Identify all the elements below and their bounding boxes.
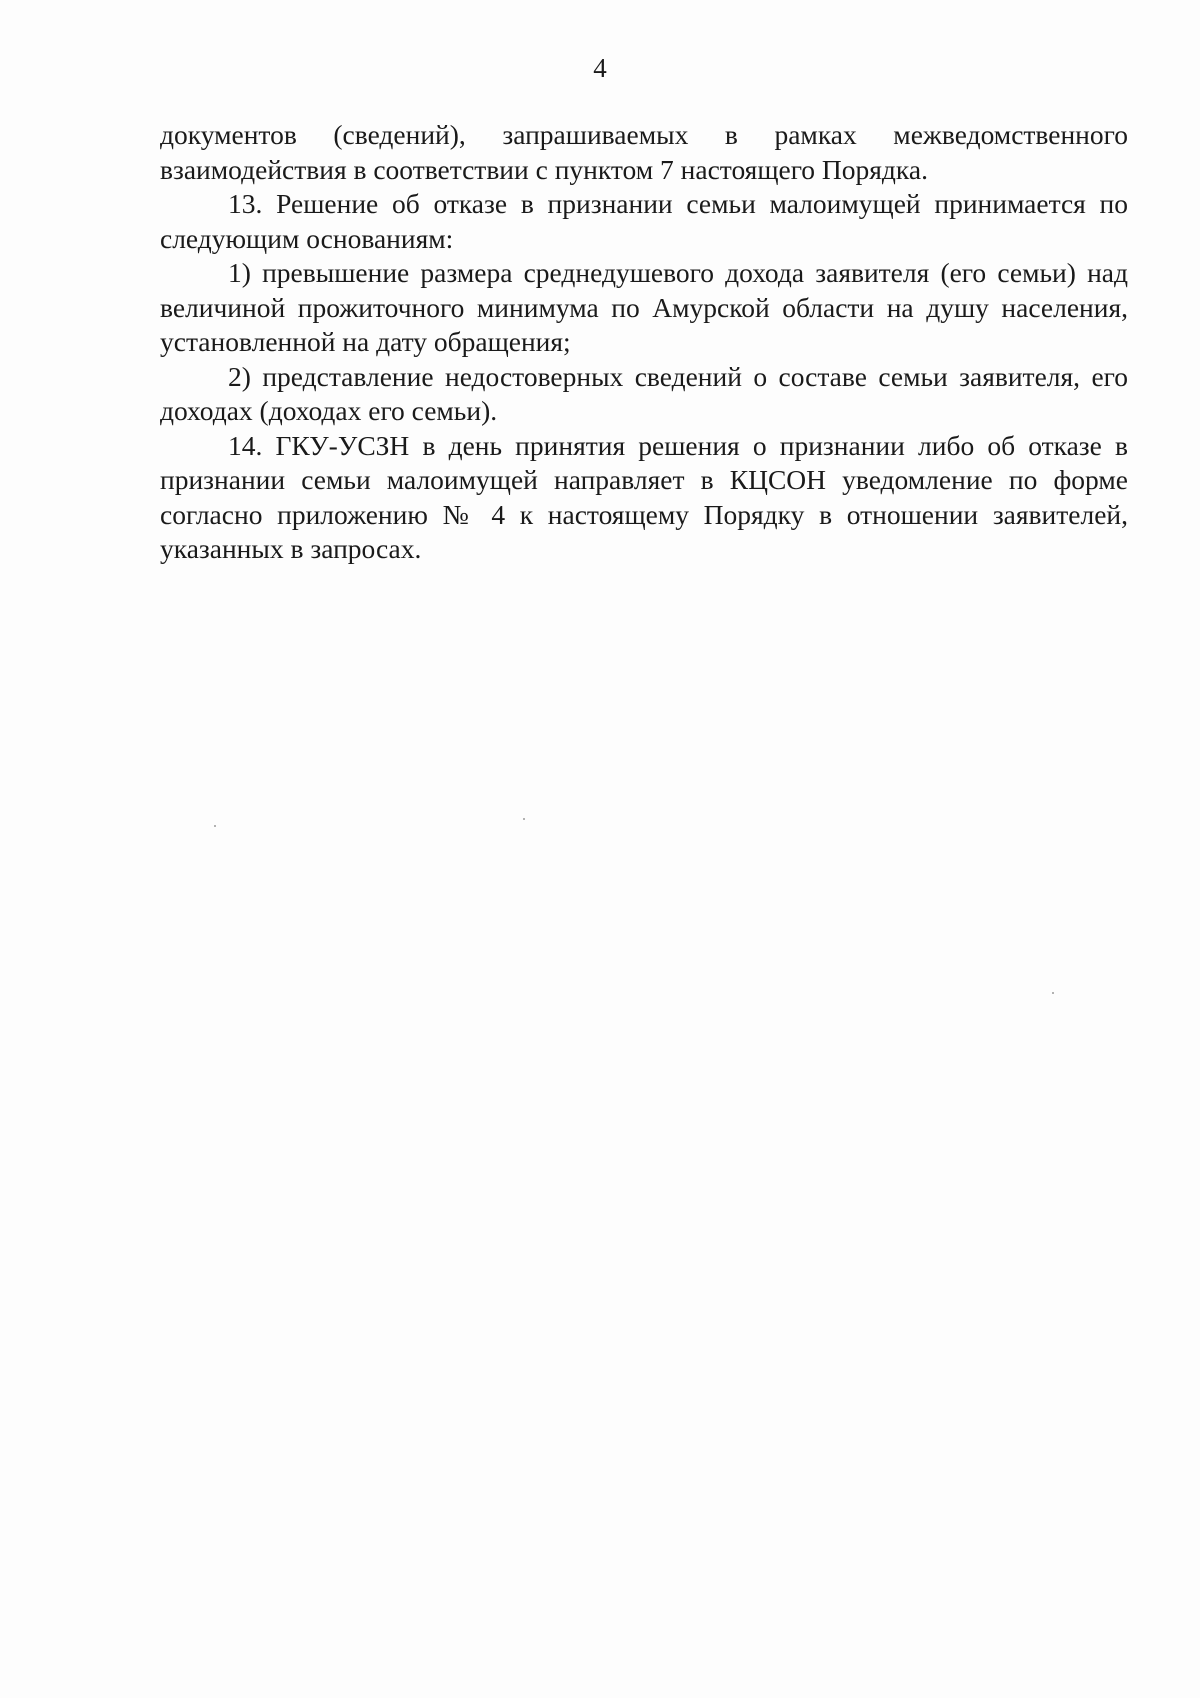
scan-speck bbox=[523, 818, 525, 820]
paragraph-item-14: 14. ГКУ-УСЗН в день принятия решения о признании либо об отказе в признании семьи малоимущей направляет в КЦСОН уведомление по форме согласно приложению № 4 к настоящему Порядку в отношении заявителей, указанных в запросах. bbox=[160, 429, 1128, 564]
paragraph-continuation: документов (сведений), запрашиваемых в рамках межведомственного взаимодействия в соответствии с пунктом 7 настоящего Порядка. bbox=[160, 119, 1128, 185]
paragraph-item-13: 13. Решение об отказе в признании семьи малоимущей принимается по следующим основаниям: bbox=[160, 188, 1128, 254]
document-body bbox=[160, 118, 1128, 567]
scan-speck bbox=[214, 825, 216, 827]
scan-speck bbox=[1052, 992, 1054, 994]
paragraph-subitem-1: 1) превышение размера среднедушевого дохода заявителя (его семьи) над величиной прожиточного минимума по Амурской области на душу населения, установленной на дату обращения; bbox=[160, 257, 1128, 357]
page-number: 4 bbox=[593, 53, 607, 83]
paragraph-subitem-2: 2) представление недостоверных сведений о составе семьи заявителя, его доходах (доходах его семьи). bbox=[160, 360, 1128, 426]
